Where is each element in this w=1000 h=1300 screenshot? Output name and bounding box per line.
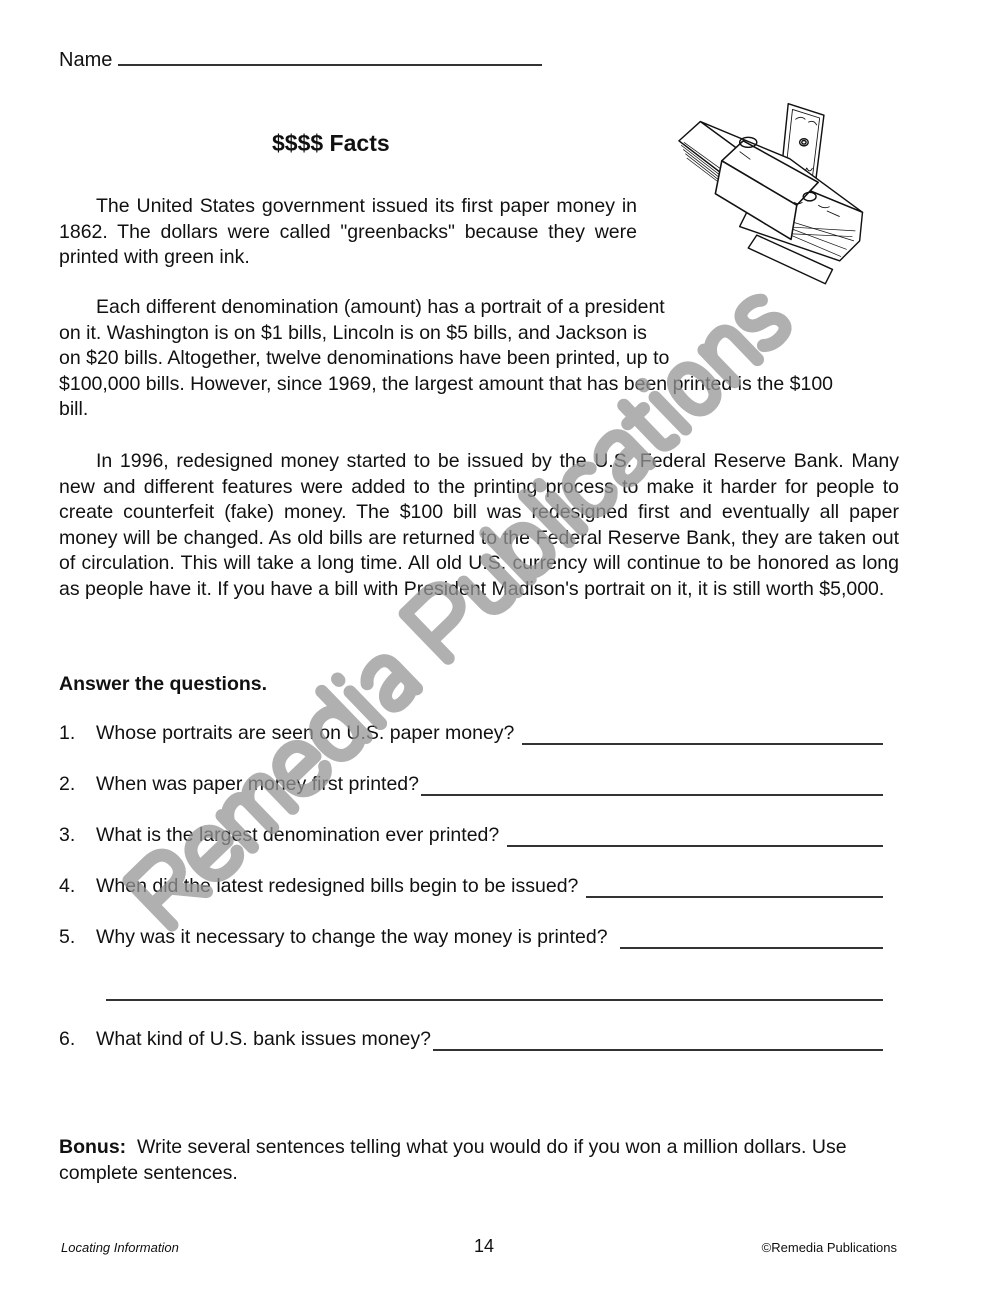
paragraph-text: The United States government issued its first paper money in 1862. The dollars were called "greenbacks" because they were printed with green ink.	[59, 195, 637, 268]
question-text: Whose portraits are seen on U.S. paper money?	[96, 722, 515, 744]
question-3	[59, 824, 883, 847]
name-field[interactable]	[59, 46, 542, 72]
question-number: 6.	[59, 1028, 76, 1050]
paragraph-line: bill.	[59, 398, 89, 420]
name-label: Name	[59, 49, 113, 71]
name-blank-line[interactable]	[118, 46, 542, 66]
question-text: What is the largest denomination ever printed?	[96, 824, 500, 846]
question-number: 4.	[59, 875, 76, 897]
answer-line[interactable]	[586, 876, 883, 898]
answer-line[interactable]	[507, 825, 883, 847]
paragraph-denominations	[59, 295, 899, 423]
answer-line[interactable]	[433, 1029, 883, 1051]
question-text: Why was it necessary to change the way money is printed?	[96, 926, 608, 948]
question-6	[59, 1028, 883, 1051]
page-title: $$$$ Facts	[272, 130, 390, 156]
question-5	[59, 926, 883, 949]
paragraph-line: on $20 bills. Altogether, twelve denominations have been printed, up to	[59, 347, 670, 369]
paragraph-line: $100,000 bills. However, since 1969, the largest amount that has been printed is the $100	[59, 372, 834, 395]
question-4	[59, 875, 883, 898]
question-text: What kind of U.S. bank issues money?	[96, 1028, 431, 1050]
answer-line[interactable]	[421, 774, 883, 796]
answer-line[interactable]	[522, 723, 883, 745]
question-number: 5.	[59, 926, 76, 948]
answer-line-continuation[interactable]	[106, 999, 883, 1001]
paragraph-first-paper-money	[59, 194, 637, 271]
paragraph-text: In 1996, redesigned money started to be issued by the U.S. Federal Reserve Bank. Many new and different features were added to the printing process to make it harder for people to create counterfeit (fake) money. The $100 bill was redesigned first and eventually all paper money will be changed. As old bills are returned to the Federal Reserve Bank, they are taken out of circulation. This will take a long time. All old U.S. currency will continue to be honored as long as people have it. If you have a bill with President Madison's portrait on it, it is still worth $5,000.	[59, 450, 899, 600]
bonus-text: Write several sentences telling what you would do if you won a million dollars. Use complete sentences.	[59, 1136, 847, 1184]
question-1	[59, 722, 883, 745]
question-text: When was paper money first printed?	[96, 773, 419, 795]
question-number: 3.	[59, 824, 76, 846]
bonus-prompt	[59, 1135, 899, 1186]
paragraph-line	[59, 295, 899, 321]
bonus-label: Bonus:	[59, 1136, 127, 1158]
paragraph-line: on it. Washington is on $1 bills, Lincoln is on $5 bills, and Jackson is	[59, 321, 647, 344]
stack-of-money-icon	[640, 98, 900, 298]
question-2	[59, 773, 883, 796]
answer-line[interactable]	[620, 927, 883, 949]
question-number: 1.	[59, 722, 76, 744]
paragraph-redesign	[59, 449, 899, 602]
questions-heading: Answer the questions.	[59, 673, 268, 695]
footer-copyright: ©Remedia Publications	[761, 1240, 897, 1255]
paragraph-line-text: Each different denomination (amount) has a portrait of a president	[96, 296, 665, 318]
page-number: 14	[474, 1236, 495, 1256]
question-text: When did the latest redesigned bills begin to be issued?	[96, 875, 579, 897]
footer-section-title: Locating Information	[61, 1240, 179, 1255]
question-number: 2.	[59, 773, 76, 795]
